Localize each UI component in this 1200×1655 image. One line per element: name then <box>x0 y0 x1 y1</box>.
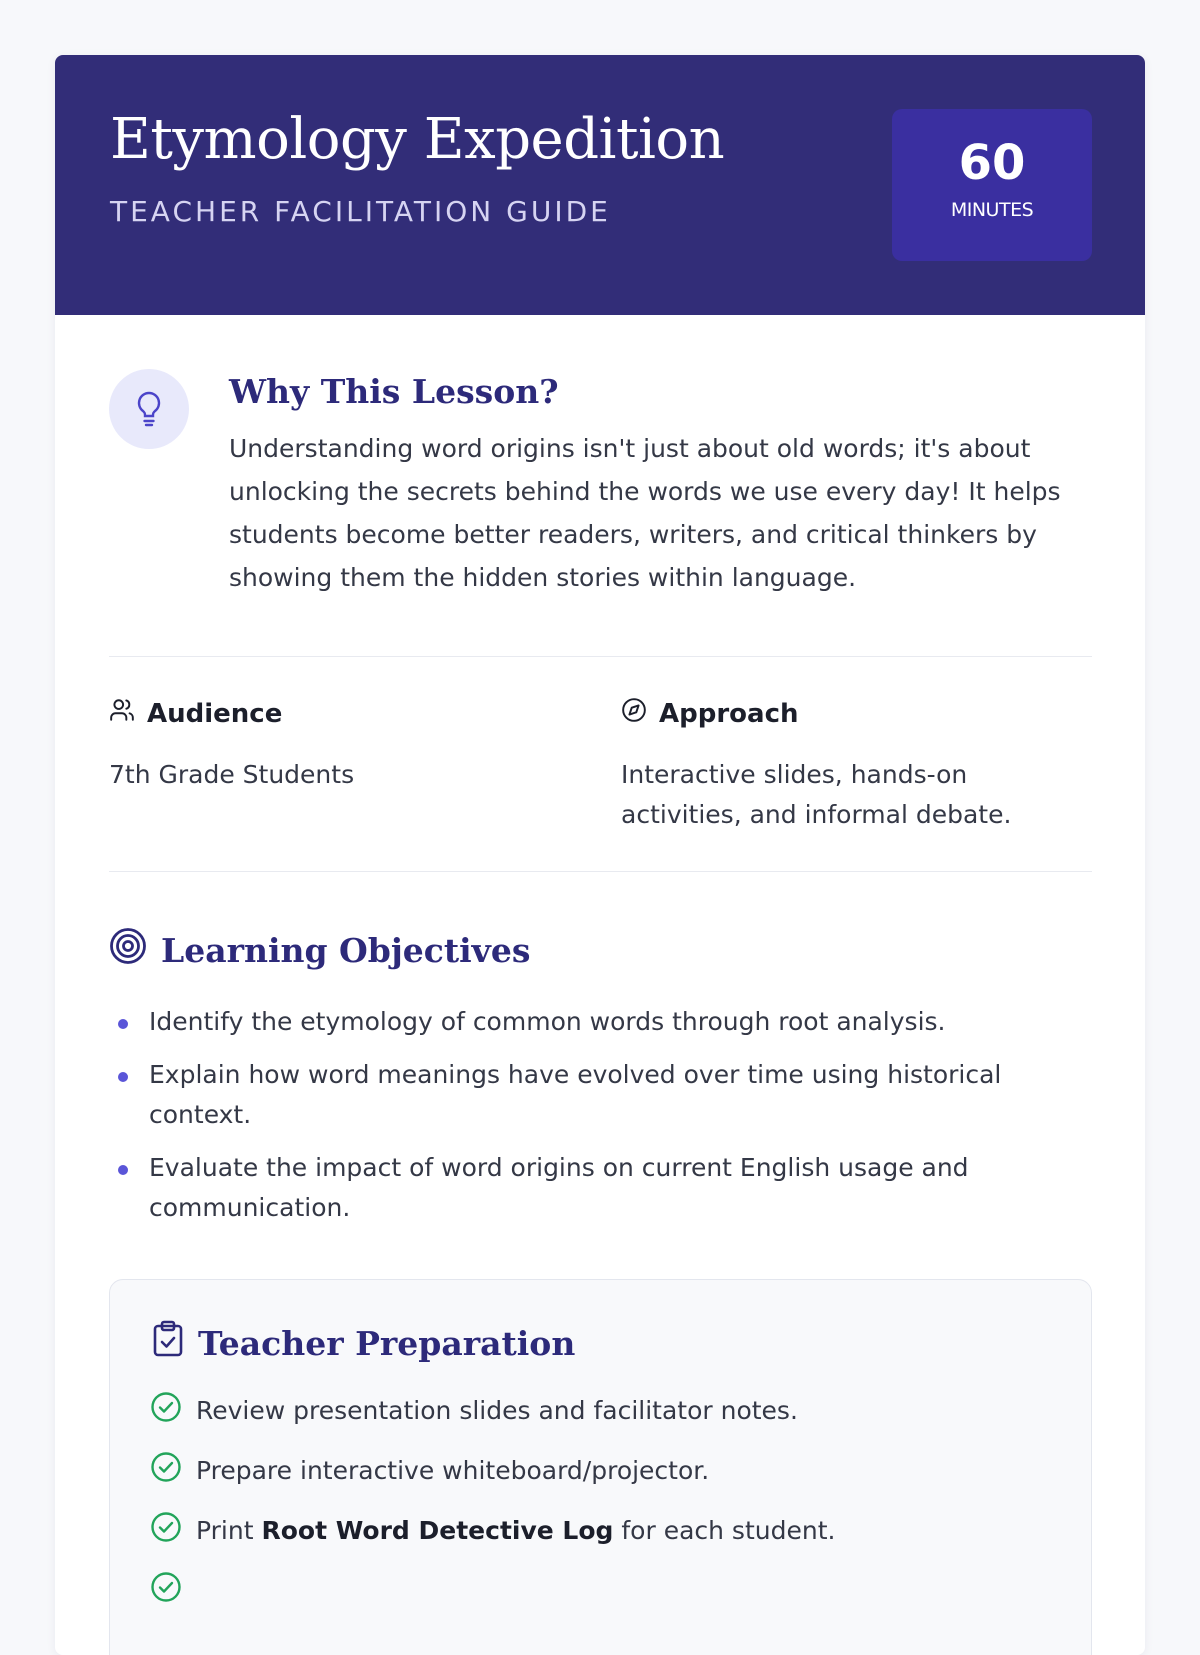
preparation-item <box>150 1500 835 1560</box>
preparation-item-text: Prepare interactive whiteboard/projector. <box>196 1455 710 1485</box>
preparation-title: Teacher Preparation <box>198 1323 576 1363</box>
why-title: Why This Lesson? <box>229 372 559 411</box>
lesson-card <box>55 55 1145 1655</box>
approach-label: Approach <box>659 698 799 729</box>
preparation-item <box>150 1380 835 1440</box>
approach-value: Interactive slides, hands-on activities, and informal debate. <box>621 760 1012 829</box>
clipboard-check-icon <box>152 1320 184 1366</box>
preparation-item-partial <box>150 1560 835 1620</box>
why-text: Understanding word origins isn't just about old words; it's about unlocking the secrets behind the words we use every day! It helps students become better readers, writers, and critical thinkers by showing them the hidden stories within language. <box>229 434 1061 592</box>
lightbulb-icon <box>109 369 189 449</box>
check-circle-icon <box>150 1451 182 1489</box>
objectives-title-row <box>109 927 530 973</box>
target-icon <box>109 927 147 973</box>
lesson-title: Etymology Expedition <box>110 107 725 172</box>
lesson-subtitle: TEACHER FACILITATION GUIDE <box>110 195 611 228</box>
audience-label: Audience <box>147 698 283 729</box>
preparation-item-text <box>196 1516 835 1545</box>
check-circle-icon <box>150 1571 182 1609</box>
check-circle-icon <box>150 1511 182 1549</box>
approach-label-row <box>621 697 799 730</box>
duration-unit: MINUTES <box>950 199 1034 221</box>
objectives-list <box>109 1002 1009 1241</box>
preparation-title-row <box>152 1320 575 1366</box>
lesson-header <box>55 55 1145 315</box>
preparation-item-text-bold: Root Word Detective Log <box>261 1515 614 1545</box>
duration-badge <box>892 109 1092 261</box>
objective-item: Explain how word meanings have evolved over time using historical context. <box>109 1055 1009 1135</box>
audience-value: 7th Grade Students <box>109 760 355 789</box>
audience-label-row <box>109 697 282 730</box>
duration-value: 60 <box>958 135 1026 191</box>
objectives-title: Learning Objectives <box>161 930 531 970</box>
divider <box>109 871 1092 872</box>
objective-item: Identify the etymology of common words through root analysis. <box>109 1002 1009 1042</box>
preparation-item-text-pre: Print <box>196 1515 262 1545</box>
preparation-item <box>150 1440 835 1500</box>
users-icon <box>109 697 135 730</box>
preparation-list <box>150 1380 835 1620</box>
preparation-item-text: Review presentation slides and facilitator notes. <box>196 1395 798 1425</box>
preparation-item-text-post: for each student. <box>613 1515 836 1545</box>
divider <box>109 656 1092 657</box>
preparation-box <box>109 1279 1092 1655</box>
compass-icon <box>621 697 647 730</box>
check-circle-icon <box>150 1391 182 1429</box>
objective-item: Evaluate the impact of word origins on current English usage and communication. <box>109 1148 1009 1228</box>
